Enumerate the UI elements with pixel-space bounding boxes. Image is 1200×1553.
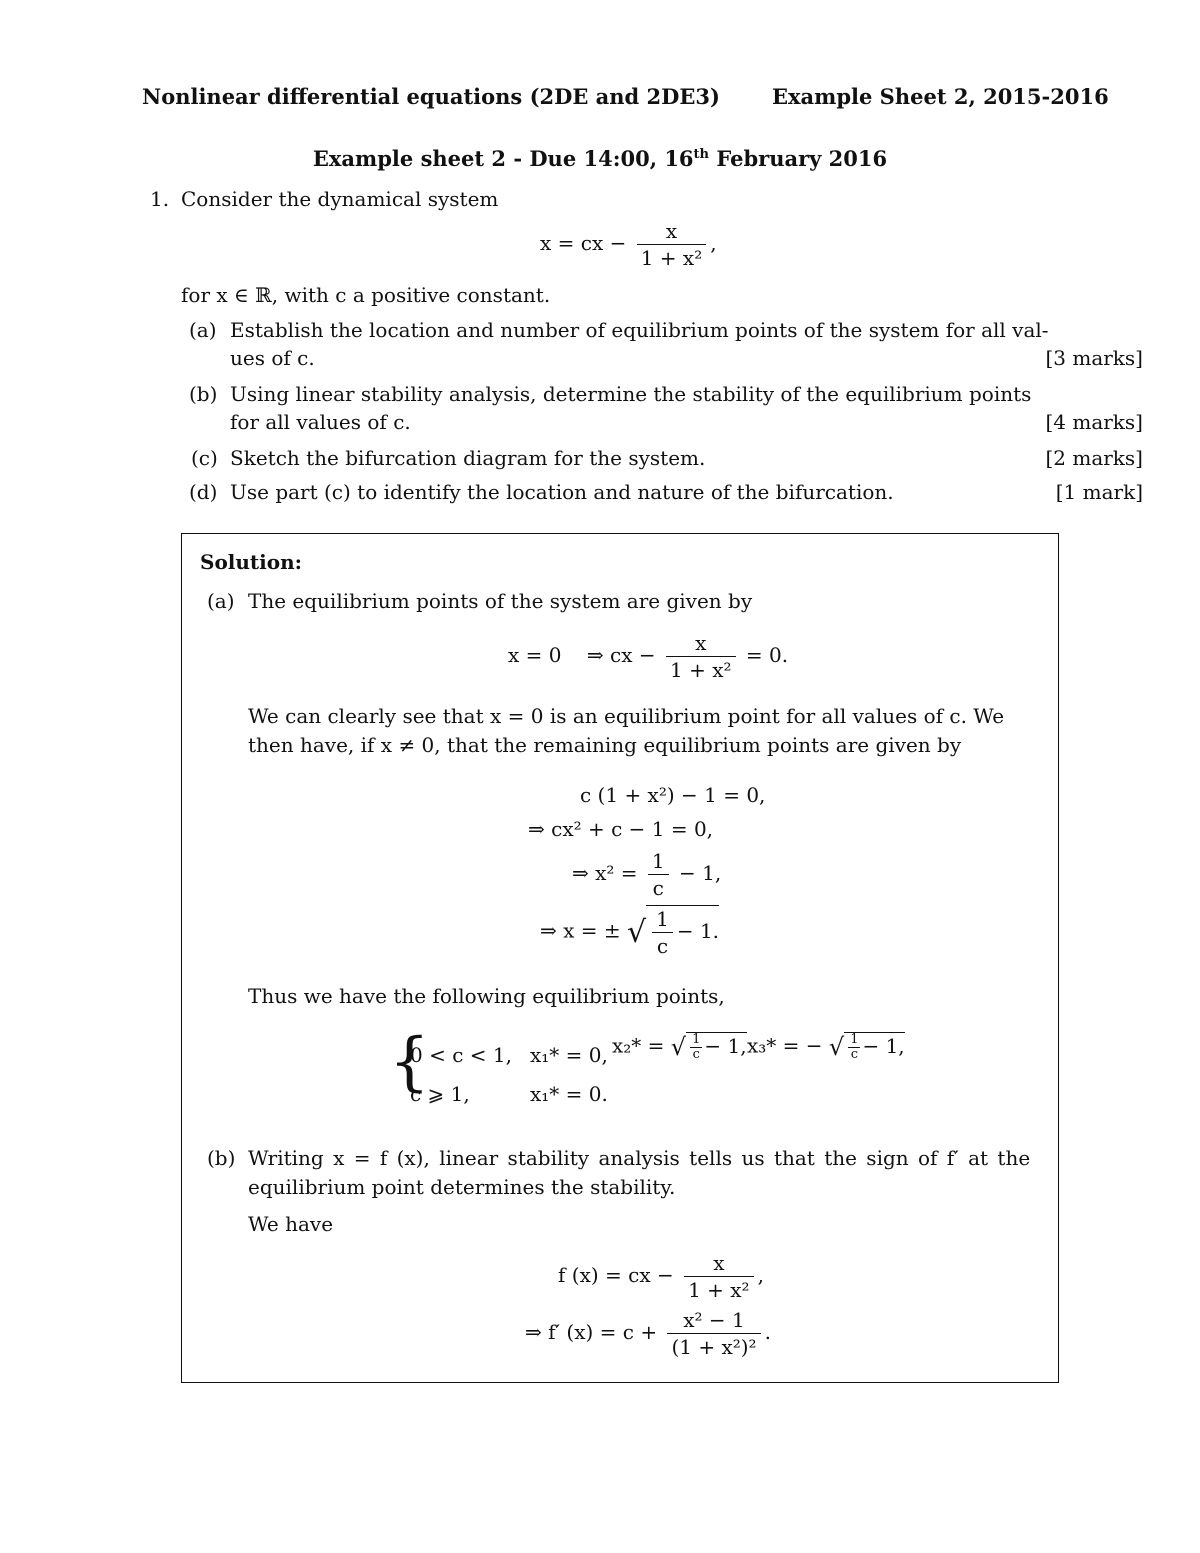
system-eq-num: x: [637, 218, 707, 245]
part-b-marks: [4 marks]: [1045, 410, 1143, 434]
sol-b-line2: equilibrium point determines the stability.: [248, 1175, 676, 1199]
sol-b-line1: Writing x = f (x), linear stability analysis tells us that the sign of f′ at the: [248, 1146, 1031, 1170]
sol-a-eq1-left: x = 0: [508, 643, 562, 667]
part-b-label: (b): [189, 382, 218, 406]
title-main: Example sheet 2 - Due 14:00, 16: [312, 146, 694, 171]
part-a-line1: Establish the location and number of equilibrium points of the system for all val-: [230, 318, 1049, 342]
sol-b-eq2-den: (1 + x²)²: [671, 1335, 757, 1359]
part-b-line1: Using linear stability analysis, determine the stability of the equilibrium points: [230, 382, 1032, 406]
sol-b-eq2-num: x² − 1: [667, 1307, 760, 1334]
question-number: 1.: [150, 187, 170, 211]
sol-a-line4-post: − 1.: [676, 919, 720, 943]
course-title: Nonlinear differential equations (2DE and 2DE3): [142, 84, 720, 109]
sol-b-eq1-num: x: [684, 1250, 754, 1277]
sheet-title: Example Sheet 2, 2015-2016: [772, 84, 1109, 109]
sol-a-text: The equilibrium points of the system are given by: [248, 589, 753, 613]
case1-x3: [747, 1032, 905, 1062]
frac-c-2: c: [656, 934, 669, 958]
system-equation: [540, 218, 717, 271]
title-rest: February 2016: [709, 146, 888, 171]
part-c-marks: [2 marks]: [1045, 446, 1143, 470]
part-c-line1: Sketch the bifurcation diagram for the system.: [230, 446, 706, 470]
part-b-line2: for all values of c.: [230, 410, 411, 434]
sol-a-para2: then have, if x ≠ 0, that the remaining equilibrium points are given by: [248, 733, 962, 757]
case1-x2-label: x₂* =: [612, 1033, 665, 1058]
sol-b-eq2-end: .: [764, 1320, 771, 1344]
sol-b-label: (b): [207, 1146, 236, 1170]
sol-a-line2: ⇒ cx² + c − 1 = 0,: [528, 817, 714, 841]
sol-b-have: We have: [248, 1212, 334, 1236]
sol-a-eq1-num: x: [666, 630, 736, 657]
sol-a-line4: [540, 905, 719, 959]
sol-b-eq1-pre: f (x) = cx −: [558, 1263, 674, 1287]
system-eq-lhs: x = cx −: [540, 231, 627, 255]
system-eq-tail: ,: [710, 231, 717, 255]
case1-tail: − 1,: [704, 1034, 747, 1058]
frac-c: c: [652, 876, 664, 900]
part-a-line2: ues of c.: [230, 346, 315, 370]
sol-b-eq1-den: 1 + x²: [688, 1278, 750, 1302]
sfrac-c: c: [692, 1047, 700, 1062]
sol-a-line3: [572, 848, 721, 901]
sol-a-eq1: [508, 630, 788, 683]
frac-one: 1: [648, 848, 669, 875]
sol-b-eq2: [525, 1307, 771, 1360]
sol-a-thus: Thus we have the following equilibrium points,: [248, 984, 725, 1008]
sol-a-para1: We can clearly see that x = 0 is an equilibrium point for all values of c. We: [248, 704, 1005, 728]
part-a-marks: [3 marks]: [1045, 346, 1143, 370]
case2-cond: c ⩾ 1,: [410, 1082, 470, 1106]
sol-a-label: (a): [207, 589, 235, 613]
sol-a-line4-pre: ⇒ x = ±: [540, 918, 621, 943]
question-intro: Consider the dynamical system: [181, 187, 499, 211]
part-d-line1: Use part (c) to identify the location and nature of the bifurcation.: [230, 480, 894, 504]
case1-x1: x₁* = 0,: [530, 1043, 608, 1067]
sfrac-c-2: c: [850, 1047, 858, 1062]
case1-tail-2: − 1,: [862, 1034, 905, 1058]
sol-a-eq1-mid: ⇒ cx −: [586, 643, 656, 667]
sfrac-one: 1: [692, 1032, 701, 1047]
case1-x2: [612, 1032, 747, 1062]
sol-b-eq1-end: ,: [757, 1263, 764, 1287]
system-eq-den: 1 + x²: [640, 246, 703, 270]
frac-one-2: 1: [652, 906, 673, 933]
case2-x1: x₁* = 0.: [530, 1082, 608, 1106]
sol-a-line3-post: − 1,: [678, 861, 722, 885]
part-d-label: (d): [189, 480, 218, 504]
part-a-label: (a): [189, 318, 217, 342]
sol-a-line3-pre: ⇒ x² =: [572, 861, 638, 885]
part-c-label: (c): [191, 446, 218, 470]
sqrt-sign-3: √: [828, 1033, 845, 1061]
sqrt-sign-2: √: [670, 1033, 687, 1061]
sqrt-sign: √: [626, 914, 647, 950]
part-d-marks: [1 mark]: [1055, 480, 1143, 504]
question-domain: for x ∈ ℝ, with c a positive constant.: [181, 283, 551, 307]
sol-a-eq1-end: = 0.: [745, 643, 789, 667]
page-title: [0, 146, 1200, 171]
case1-cond: 0 < c < 1,: [410, 1043, 512, 1067]
case1-x3-label: x₃* = −: [747, 1033, 823, 1058]
title-sup: th: [693, 147, 710, 162]
sol-a-line1: c (1 + x²) − 1 = 0,: [580, 783, 766, 807]
solution-heading: Solution:: [200, 550, 303, 574]
sfrac-one-2: 1: [850, 1032, 859, 1047]
sol-b-eq2-pre: ⇒ f′ (x) = c +: [525, 1320, 658, 1344]
sol-a-eq1-den: 1 + x²: [670, 658, 732, 682]
left-brace: {: [389, 1025, 430, 1099]
sol-b-eq1: [558, 1250, 764, 1303]
